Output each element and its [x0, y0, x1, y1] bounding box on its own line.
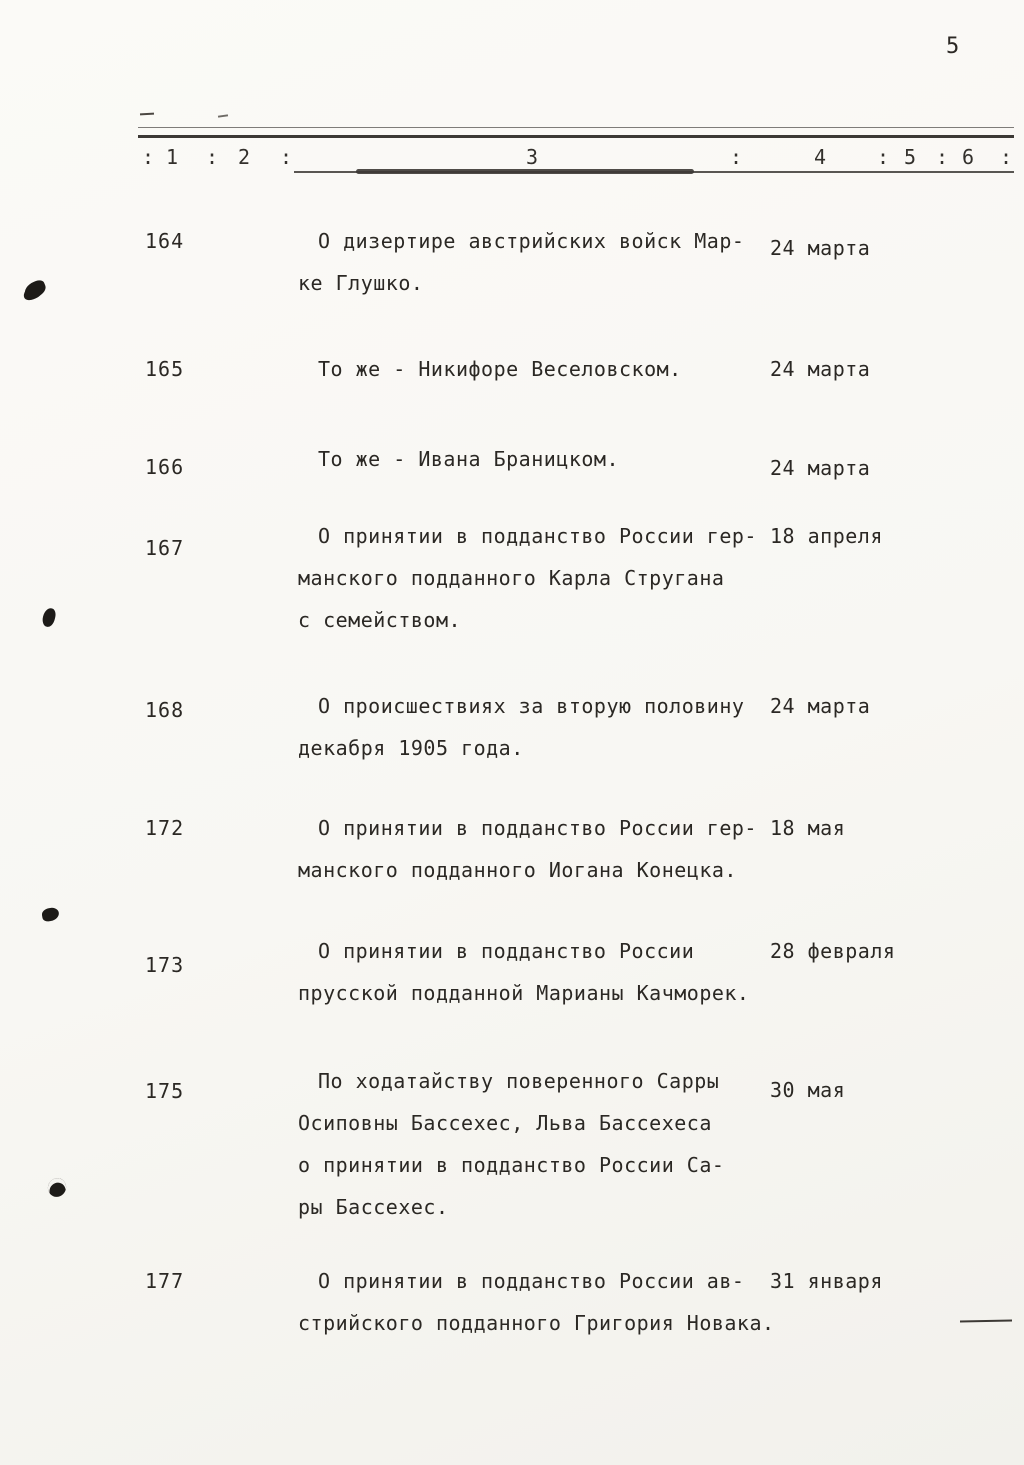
entry-number: 177: [145, 1269, 185, 1293]
header-cell: 3: [526, 145, 540, 169]
header-cell: 4: [814, 145, 828, 169]
header-rule-top-thick: [138, 135, 1014, 138]
header-cell: :: [1000, 145, 1014, 169]
entry-line: То же - Ивана Браницком.: [318, 447, 619, 471]
entry-date: 24 марта: [770, 456, 871, 480]
entry-number: 173: [145, 953, 185, 977]
entry-date: 18 апреля: [770, 524, 883, 548]
entry-number: 166: [145, 455, 185, 479]
pen-mark: [140, 113, 154, 116]
entry-line: О принятии в подданство России гер-: [318, 816, 757, 840]
ink-blot: [45, 1175, 69, 1200]
ink-blot: [41, 907, 60, 923]
header-cell: :: [142, 145, 156, 169]
entry-line: Осиповны Бассехес, Льва Бассехеса: [298, 1111, 712, 1135]
entry-line: О происшествиях за вторую половину: [318, 694, 745, 718]
header-cell: 5: [904, 145, 918, 169]
entry-description: [298, 807, 770, 891]
header-rule-top-thin: [138, 127, 1014, 128]
header-cell: :: [730, 145, 744, 169]
entry-line: ры Бассехес.: [298, 1195, 449, 1219]
entry-line: манского подданного Карла Стругана: [298, 566, 725, 590]
header-cell: :: [206, 145, 220, 169]
entry-number: 168: [145, 698, 185, 722]
entry-line: с семейством.: [298, 608, 462, 632]
entry-number: 175: [145, 1079, 185, 1103]
entry-date: 28 февраля: [770, 939, 896, 963]
entry-date: 24 марта: [770, 357, 871, 381]
entry-line: О принятии в подданство России ав-: [318, 1269, 745, 1293]
entry-description: [298, 685, 770, 769]
entry-date: 24 марта: [770, 236, 871, 260]
entry-line: То же - Никифоре Веселовском.: [318, 357, 682, 381]
page-number: 5: [946, 34, 961, 59]
entry-number: 167: [145, 536, 185, 560]
entry-description: [298, 1260, 775, 1344]
entry-line: прусской подданной Марианы Качморек.: [298, 981, 750, 1005]
ink-blot: [22, 278, 48, 300]
entry-line: О принятии в подданство России: [318, 939, 695, 963]
entry-date: 30 мая: [770, 1078, 846, 1102]
pen-mark: [218, 114, 228, 117]
entry-line: стрийского подданного Григория Новака.: [298, 1311, 775, 1335]
ink-blot: [41, 607, 57, 628]
header-cell: :: [877, 145, 891, 169]
pen-margin-line: [960, 1320, 1012, 1323]
entry-number: 165: [145, 357, 185, 381]
header-cell: 6: [962, 145, 976, 169]
entry-description: [298, 220, 770, 304]
entry-line: декабря 1905 года.: [298, 736, 524, 760]
entry-number: 172: [145, 816, 185, 840]
header-cell: :: [280, 145, 294, 169]
header-rule-smudge: [356, 169, 694, 174]
entry-date: 24 марта: [770, 694, 871, 718]
entry-date: 31 января: [770, 1269, 883, 1293]
entry-line: О дизертире австрийских войск Мар-: [318, 229, 745, 253]
header-cell: 2: [238, 145, 252, 169]
entry-line: о принятии в подданство России Са-: [298, 1153, 725, 1177]
header-cell: :: [936, 145, 950, 169]
entry-description: [298, 438, 770, 480]
entry-date: 18 мая: [770, 816, 846, 840]
entry-description: [298, 515, 770, 641]
entry-number: 164: [145, 229, 185, 253]
entry-line: манского подданного Иогана Конецка.: [298, 858, 737, 882]
entry-description: [298, 930, 770, 1014]
entry-description: [298, 348, 770, 390]
entry-line: ке Глушко.: [298, 271, 424, 295]
entry-line: По ходатайству поверенного Сарры: [318, 1069, 720, 1093]
entry-description: [298, 1060, 770, 1228]
header-cell: 1: [166, 145, 180, 169]
entry-line: О принятии в подданство России гер-: [318, 524, 757, 548]
